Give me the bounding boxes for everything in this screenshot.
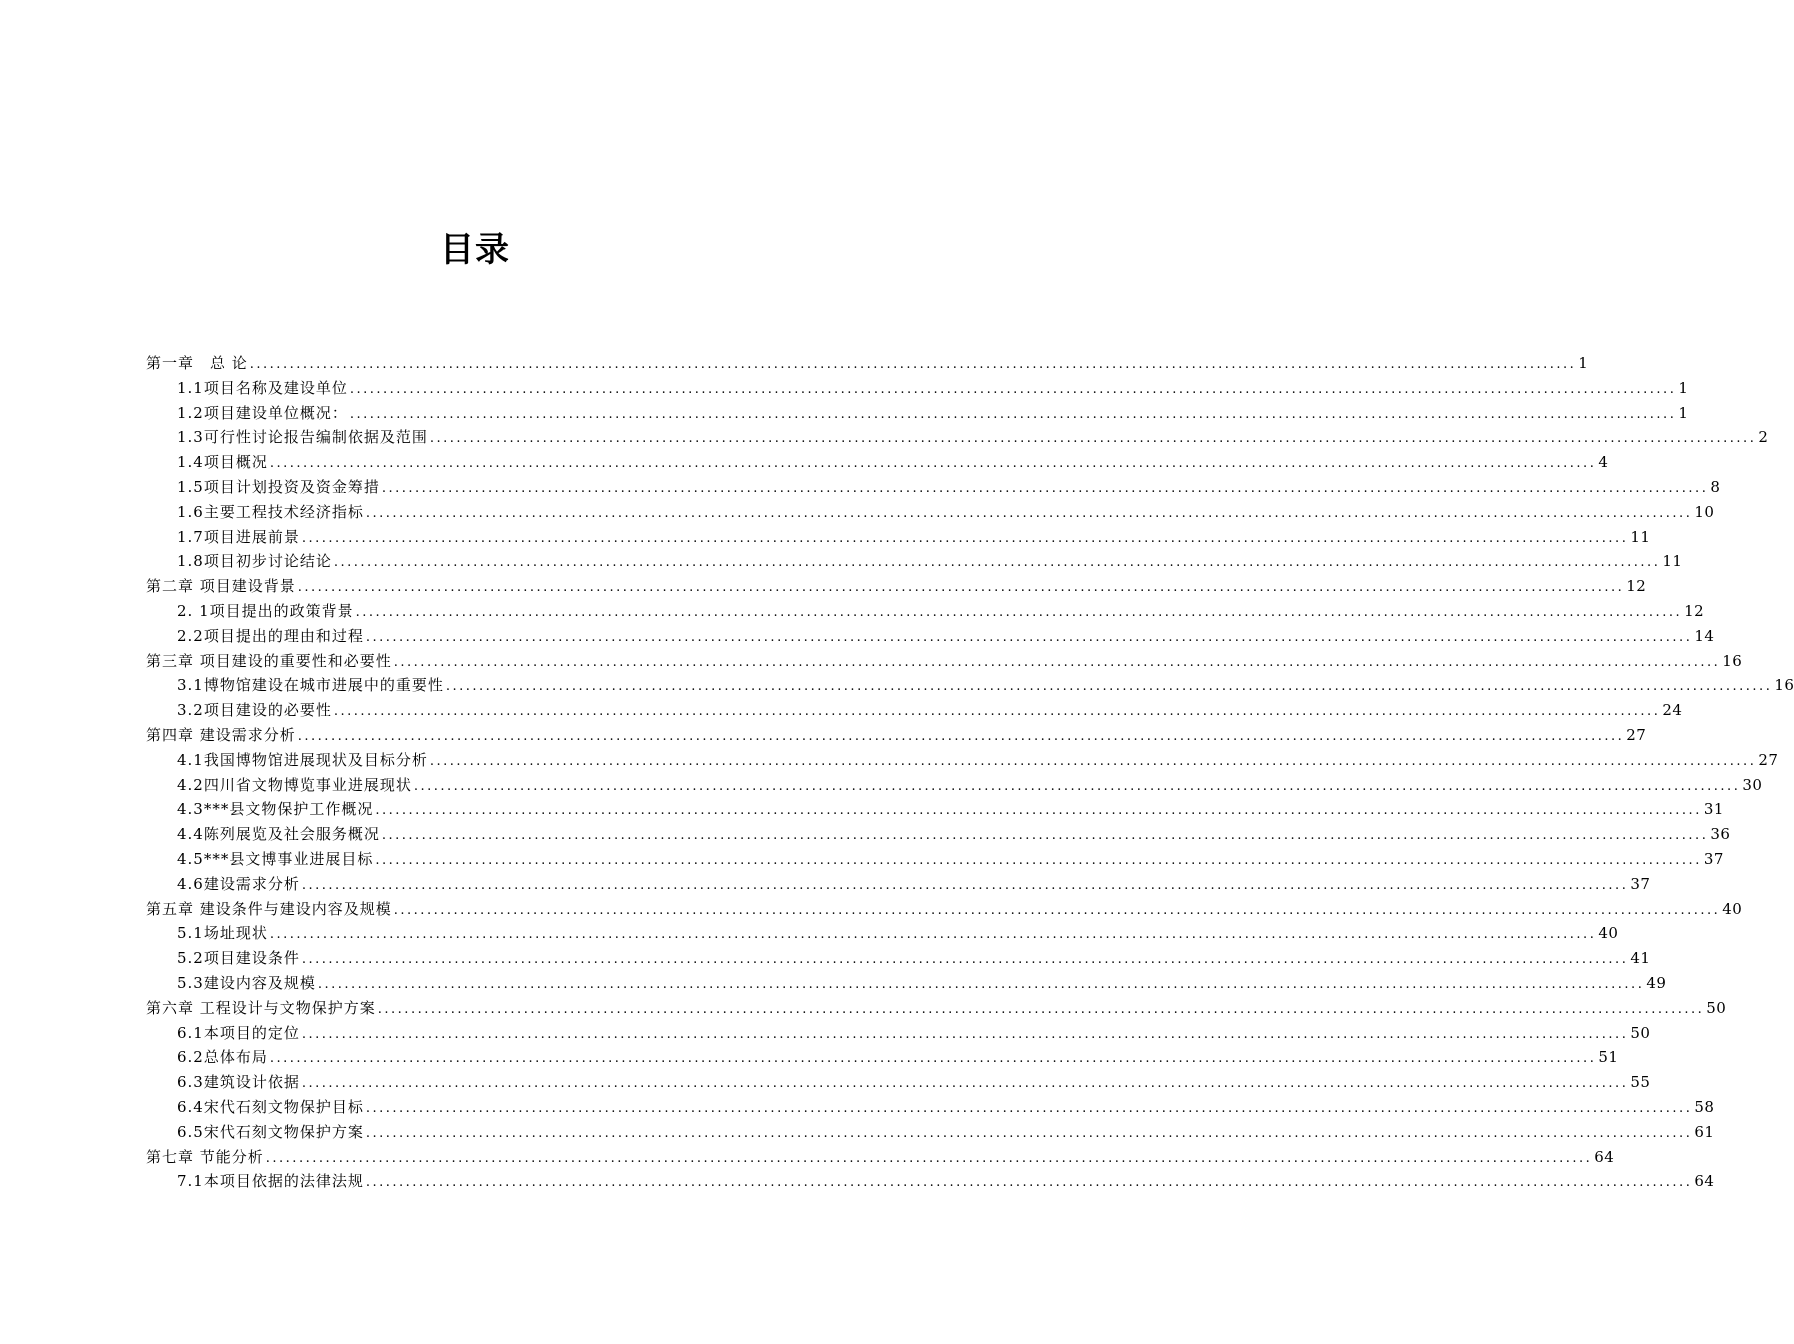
toc-page-number: 55 [1630, 1073, 1651, 1092]
toc-dot-leader: ........................................................................................................................................................................................................ [269, 456, 1597, 472]
toc-dot-leader: ........................................................................................................................................................................................................ [355, 604, 1683, 620]
toc-entry-label: 4.6建设需求分析 [177, 874, 300, 893]
toc-dot-leader: ........................................................................................................................................................................................................ [301, 1076, 1629, 1092]
toc-page-number: 50 [1706, 998, 1727, 1017]
toc-page-number: 14 [1694, 626, 1715, 645]
toc-page-number: 30 [1742, 775, 1763, 794]
toc-section-entry[interactable] [146, 549, 1683, 574]
toc-page-number: 27 [1626, 725, 1647, 744]
toc-section-entry[interactable] [146, 921, 1619, 946]
toc-chapter-entry[interactable] [146, 897, 1743, 922]
toc-section-entry[interactable] [146, 599, 1705, 624]
toc-dot-leader: ........................................................................................................................................................................................................ [333, 555, 1661, 571]
toc-section-entry[interactable] [146, 822, 1731, 847]
toc-section-entry[interactable] [146, 1021, 1651, 1046]
toc-dot-leader: ........................................................................................................................................................................................................ [349, 406, 1677, 422]
toc-entry-label: 3.2项目建设的必要性 [177, 701, 332, 720]
toc-entry-label: 4.5***县文博事业进展目标 [177, 849, 374, 868]
toc-page-number: 1 [1678, 403, 1689, 422]
toc-chapter-entry[interactable] [146, 1145, 1615, 1170]
toc-entry-label: 第二章 项目建设背景 [146, 577, 296, 596]
toc-page-number: 37 [1703, 849, 1724, 868]
toc-chapter-entry[interactable] [146, 574, 1647, 599]
toc-section-entry[interactable] [146, 847, 1724, 872]
toc-section-entry[interactable] [146, 872, 1651, 897]
toc-entry-label: 6.1本项目的定位 [177, 1023, 300, 1042]
toc-dot-leader: ........................................................................................................................................................................................................ [365, 1100, 1693, 1116]
toc-section-entry[interactable] [146, 797, 1724, 822]
toc-dot-leader: ........................................................................................................................................................................................................ [265, 1150, 1593, 1166]
toc-entry-label: 5.3建设内容及规模 [177, 973, 316, 992]
toc-dot-leader: ........................................................................................................................................................................................................ [413, 778, 1741, 794]
toc-entry-label: 5.1场址现状 [177, 924, 268, 943]
toc-section-entry[interactable] [146, 748, 1779, 773]
toc-dot-leader: ........................................................................................................................................................................................................ [301, 530, 1629, 546]
toc-entry-label: 2. 1项目提出的政策背景 [177, 601, 354, 620]
toc-entry-label: 4.2四川省文物博览事业进展现状 [177, 775, 412, 794]
toc-chapter-entry[interactable] [146, 351, 1589, 376]
toc-dot-leader: ........................................................................................................................................................................................................ [375, 852, 1702, 868]
toc-dot-leader: ........................................................................................................................................................................................................ [365, 1175, 1693, 1191]
toc-dot-leader: ........................................................................................................................................................................................................ [429, 753, 1757, 769]
toc-dot-leader: ........................................................................................................................................................................................................ [377, 1001, 1705, 1017]
toc-section-entry[interactable] [146, 624, 1715, 649]
toc-page-number: 4 [1598, 453, 1609, 472]
toc-dot-leader: ........................................................................................................................................................................................................ [249, 357, 1577, 372]
toc-dot-leader: ........................................................................................................................................................................................................ [393, 902, 1721, 918]
toc-entry-label: 2.2项目提出的理由和过程 [177, 626, 364, 645]
toc-section-entry[interactable] [146, 1045, 1619, 1070]
toc-dot-leader: ........................................................................................................................................................................................................ [429, 431, 1757, 447]
toc-page-number: 40 [1722, 899, 1743, 918]
toc-dot-leader: ........................................................................................................................................................................................................ [269, 927, 1597, 943]
toc-entry-label: 6.3建筑设计依据 [177, 1073, 300, 1092]
toc-page-number: 36 [1710, 825, 1731, 844]
toc-page-number: 58 [1694, 1097, 1715, 1116]
toc-chapter-entry[interactable] [146, 649, 1743, 674]
table-of-contents [146, 351, 1794, 1194]
toc-page-number: 16 [1774, 676, 1794, 695]
toc-chapter-entry[interactable] [146, 996, 1727, 1021]
toc-dot-leader: ........................................................................................................................................................................................................ [365, 629, 1693, 645]
toc-entry-label: 第六章 工程设计与文物保护方案 [146, 998, 376, 1017]
toc-page-number: 16 [1722, 651, 1743, 670]
toc-section-entry[interactable] [146, 673, 1794, 698]
toc-page-number: 12 [1684, 601, 1705, 620]
toc-section-entry[interactable] [146, 450, 1609, 475]
toc-entry-label: 1.4项目概况 [177, 453, 268, 472]
toc-entry-label: 1.2项目建设单位概况： [177, 403, 348, 422]
toc-section-entry[interactable] [146, 425, 1769, 450]
toc-section-entry[interactable] [146, 946, 1651, 971]
toc-dot-leader: ........................................................................................................................................................................................................ [375, 803, 1702, 819]
toc-page-number: 1 [1578, 354, 1589, 372]
toc-section-entry[interactable] [146, 1095, 1715, 1120]
toc-entry-label: 1.7项目进展前景 [177, 527, 300, 546]
toc-chapter-entry[interactable] [146, 723, 1647, 748]
toc-entry-label: 第四章 建设需求分析 [146, 725, 296, 744]
toc-page-number: 40 [1598, 924, 1619, 943]
toc-section-entry[interactable] [146, 401, 1689, 426]
toc-entry-label: 第一章 总 论 [146, 354, 248, 372]
toc-page-number: 12 [1626, 577, 1647, 596]
toc-dot-leader: ........................................................................................................................................................................................................ [365, 505, 1693, 521]
toc-entry-label: 第三章 项目建设的重要性和必要性 [146, 651, 392, 670]
toc-entry-label: 第七章 节能分析 [146, 1147, 264, 1166]
toc-page-number: 1 [1678, 378, 1689, 397]
toc-dot-leader: ........................................................................................................................................................................................................ [381, 480, 1709, 496]
toc-page-number: 37 [1630, 874, 1651, 893]
toc-entry-label: 6.5宋代石刻文物保护方案 [177, 1122, 364, 1141]
toc-dot-leader: ........................................................................................................................................................................................................ [297, 728, 1625, 744]
toc-dot-leader: ........................................................................................................................................................................................................ [269, 1051, 1597, 1067]
toc-entry-label: 5.2项目建设条件 [177, 949, 300, 968]
toc-entry-label: 6.4宋代石刻文物保护目标 [177, 1097, 364, 1116]
toc-dot-leader: ........................................................................................................................................................................................................ [317, 976, 1645, 992]
toc-dot-leader: ........................................................................................................................................................................................................ [301, 877, 1629, 893]
toc-entry-label: 1.5项目计划投资及资金筹措 [177, 477, 380, 496]
toc-section-entry[interactable] [146, 1070, 1651, 1095]
toc-entry-label: 1.3可行性讨论报告编制依据及范围 [177, 428, 428, 447]
toc-page-number: 31 [1703, 800, 1724, 819]
toc-section-entry[interactable] [146, 773, 1763, 798]
toc-page-number: 24 [1662, 701, 1683, 720]
toc-page-number: 50 [1630, 1023, 1651, 1042]
toc-entry-label: 4.4陈列展览及社会服务概况 [177, 825, 380, 844]
toc-page-number: 2 [1758, 428, 1769, 447]
toc-section-entry[interactable] [146, 376, 1689, 401]
toc-page-number: 61 [1694, 1122, 1715, 1141]
toc-page-number: 11 [1662, 552, 1683, 571]
toc-entry-label: 第五章 建设条件与建设内容及规模 [146, 899, 392, 918]
toc-page-number: 8 [1710, 477, 1721, 496]
page-title: 目录 [440, 230, 510, 270]
toc-entry-label: 1.1项目名称及建设单位 [177, 378, 348, 397]
toc-dot-leader: ........................................................................................................................................................................................................ [333, 704, 1661, 720]
toc-dot-leader: ........................................................................................................................................................................................................ [297, 580, 1625, 596]
toc-page-number: 51 [1598, 1048, 1619, 1067]
toc-section-entry[interactable] [146, 1169, 1715, 1194]
toc-section-entry[interactable] [146, 475, 1721, 500]
toc-entry-label: 1.8项目初步讨论结论 [177, 552, 332, 571]
toc-section-entry[interactable] [146, 525, 1651, 550]
toc-dot-leader: ........................................................................................................................................................................................................ [393, 654, 1721, 670]
toc-entry-label: 1.6主要工程技术经济指标 [177, 502, 364, 521]
toc-section-entry[interactable] [146, 698, 1683, 723]
toc-page-number: 27 [1758, 750, 1779, 769]
toc-page-number: 64 [1694, 1172, 1715, 1191]
toc-section-entry[interactable] [146, 500, 1715, 525]
toc-page-number: 49 [1646, 973, 1667, 992]
toc-page-number: 11 [1630, 527, 1651, 546]
toc-dot-leader: ........................................................................................................................................................................................................ [301, 1026, 1629, 1042]
toc-entry-label: 6.2总体布局 [177, 1048, 268, 1067]
toc-page-number: 10 [1694, 502, 1715, 521]
toc-dot-leader: ........................................................................................................................................................................................................ [349, 381, 1677, 397]
toc-entry-label: 4.3***县文物保护工作概况 [177, 800, 374, 819]
toc-entry-label: 3.1博物馆建设在城市进展中的重要性 [177, 676, 444, 695]
toc-page-number: 41 [1630, 949, 1651, 968]
toc-dot-leader: ........................................................................................................................................................................................................ [381, 828, 1709, 844]
toc-dot-leader: ........................................................................................................................................................................................................ [301, 952, 1629, 968]
toc-entry-label: 7.1本项目依据的法律法规 [177, 1172, 364, 1191]
toc-dot-leader: ........................................................................................................................................................................................................ [445, 679, 1773, 695]
toc-section-entry[interactable] [146, 1120, 1715, 1145]
toc-section-entry[interactable] [146, 971, 1667, 996]
toc-entry-label: 4.1我国博物馆进展现状及目标分析 [177, 750, 428, 769]
toc-dot-leader: ........................................................................................................................................................................................................ [365, 1125, 1693, 1141]
toc-page-number: 64 [1594, 1147, 1615, 1166]
